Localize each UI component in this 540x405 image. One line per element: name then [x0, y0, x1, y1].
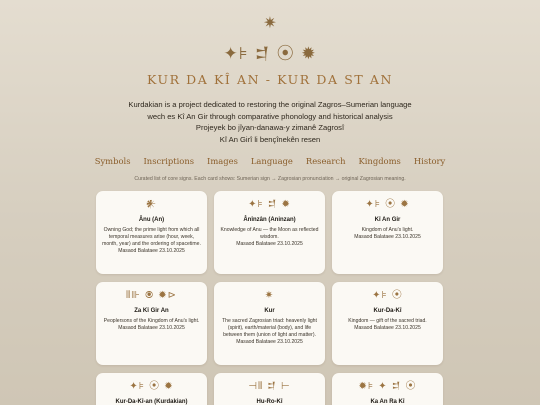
- card-meta: Masaod Balataee 23.10.2025: [118, 248, 185, 255]
- sign-card[interactable]: [332, 282, 443, 365]
- site-title[interactable]: KUR DA KÎ AN - KUR DA ST AN: [146, 72, 394, 87]
- card-description: Peoplersons of the Kingdom of Anu's light.: [103, 318, 200, 324]
- cuneiform-sign-icon: ⊣⫴ 𒄑 ⊢: [248, 381, 291, 392]
- cuneiform-sign-icon: ✦⊧ ⦿ ✹: [129, 381, 174, 392]
- cuneiform-sign-icon: ✦⊧ ⦿ ✹: [365, 199, 410, 210]
- nav-link-symbols[interactable]: Symbols: [94, 156, 131, 166]
- cuneiform-sign-icon: ✹⊧ ✦ 𒄑 ⦿: [358, 381, 417, 392]
- card-meta: Masaod Balataee 23.10.2025: [236, 339, 303, 346]
- nav-link-inscriptions[interactable]: Inscriptions: [143, 156, 195, 166]
- card-meta: Masaod Balataee 23.10.2025: [354, 325, 421, 332]
- card-description: Kingdom — gift of the sacred triad.: [348, 318, 427, 324]
- list-caption: Curated list of core signs. Each card shows: Sumerian sign → Zagrosian pronunciation → original Zagrosian meaning.: [134, 176, 406, 182]
- card-meta: Masaod Balataee 23.10.2025: [354, 234, 421, 241]
- card-title: Ânînzân (Aninzan): [243, 217, 296, 223]
- intro-text: [0, 99, 540, 145]
- cuneiform-sign-icon: ⫴⊪ ⦿ ✹⊳: [125, 290, 178, 301]
- card-title: Hu-Ro-Kî: [256, 399, 283, 405]
- sign-card[interactable]: [214, 282, 325, 365]
- card-title: Kî An Gir: [374, 217, 401, 223]
- card-title: Kur-Da-Kî: [373, 308, 402, 314]
- card-title: Kur-Da-Kî-an (Kurdakian): [115, 399, 188, 405]
- nav-link-images[interactable]: Images: [207, 156, 238, 166]
- sign-card[interactable]: [332, 373, 443, 405]
- card-meta: Masaod Balataee 23.10.2025: [236, 241, 303, 248]
- card-title: Kur: [264, 308, 275, 314]
- cuneiform-sign-icon: 𒀭: [145, 199, 158, 210]
- sign-card[interactable]: [96, 282, 207, 365]
- main-nav: [0, 155, 540, 167]
- intro-line: Projeyek bo jîyan-danawa-y zimanê Zagrosî: [195, 123, 345, 133]
- cuneiform-sign-icon: ✷: [264, 290, 275, 301]
- card-title: Ânu (An): [138, 217, 165, 223]
- card-description: The sacred Zagrosian triad: heavenly light (spirit), earth/material (body), and life between them (union of light and matter).: [222, 318, 317, 339]
- cuneiform-sign-icon: ✦⊧ ⦿: [372, 290, 403, 301]
- nav-link-kingdoms[interactable]: Kingdoms: [358, 156, 401, 166]
- nav-link-research[interactable]: Research: [305, 156, 346, 166]
- card-description: Kingdom of Anu's light.: [361, 227, 414, 233]
- intro-line: Kî An Girî li bençînekên resen: [219, 134, 321, 144]
- cuneiform-logo[interactable]: ✦⊧ 𒄑 ⦿ ✹: [223, 44, 317, 64]
- card-meta: Masaod Balataee 23.10.2025: [118, 325, 185, 332]
- card-title: Ka An Ra Kî: [370, 399, 405, 405]
- intro-line: wech es Kî An Gir through comparative phonology and historical analysis: [147, 111, 393, 121]
- card-description: Owning God; the prime light from which all temporal measures arise (hour, week, month, year) and the ordering of spacetime.: [102, 227, 201, 248]
- sign-card[interactable]: [214, 191, 325, 274]
- nav-link-language[interactable]: Language: [250, 156, 293, 166]
- card-description: Knowledge of Anu — the Moon as reflected wisdom.: [220, 227, 319, 241]
- intro-line: Kurdakian is a project dedicated to restoring the original Zagros–Sumerian language: [128, 100, 412, 109]
- sign-card-grid: [96, 191, 444, 405]
- sign-card[interactable]: [96, 373, 207, 405]
- card-title: Za Kî Gir An: [134, 308, 169, 314]
- sun-emblem-icon: ✷: [263, 13, 277, 32]
- sign-card[interactable]: [96, 191, 207, 274]
- sign-card[interactable]: [214, 373, 325, 405]
- cuneiform-sign-icon: ✦⊧ 𒄑 ✹: [248, 199, 291, 210]
- sign-card[interactable]: [332, 191, 443, 274]
- nav-link-history[interactable]: History: [413, 156, 446, 166]
